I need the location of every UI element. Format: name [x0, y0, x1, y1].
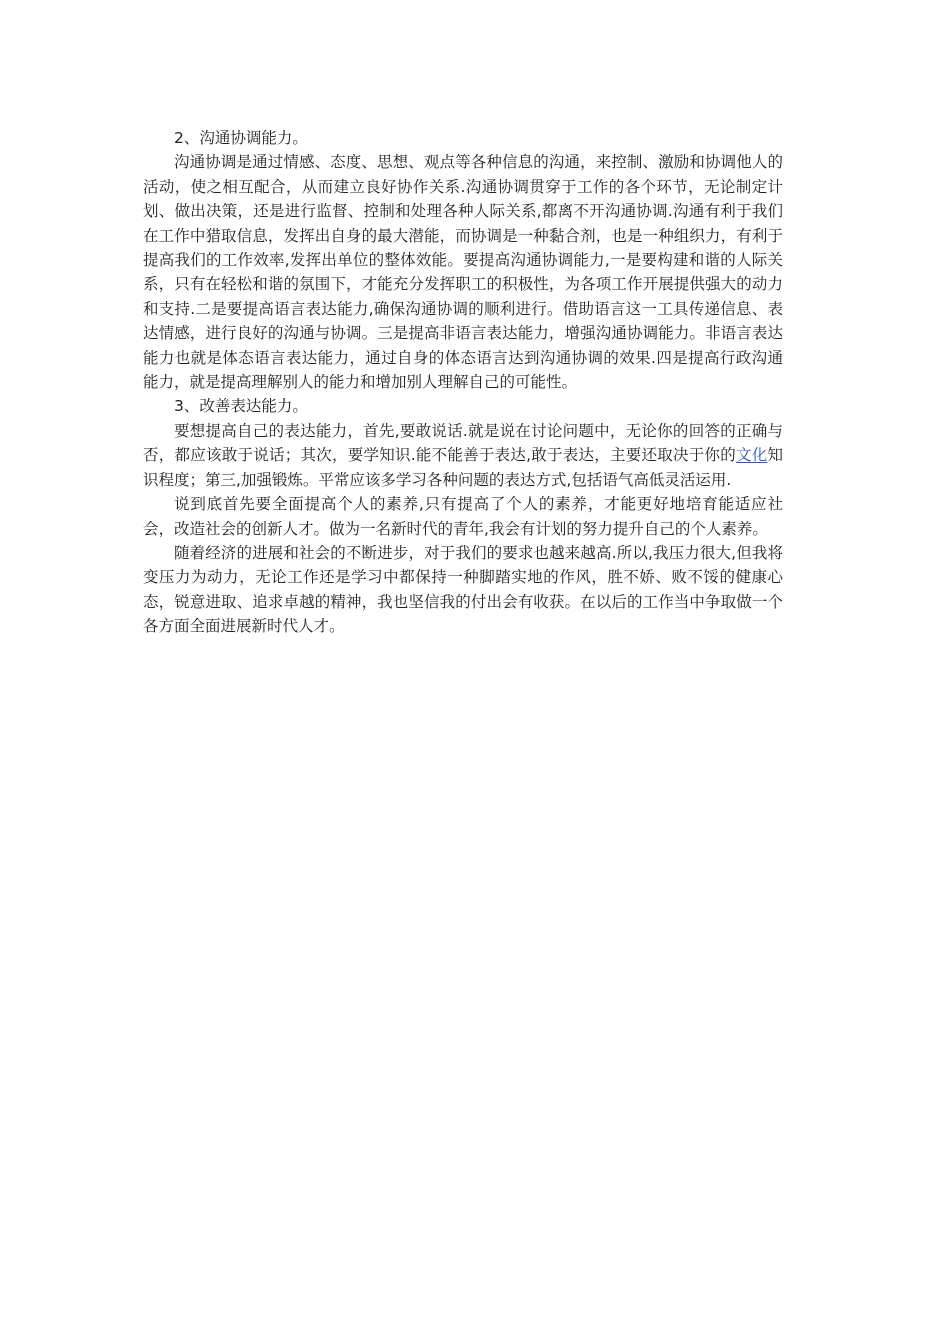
paragraph-expression-text-start: 要想提高自己的表达能力，首先,要敢说话.就是说在讨论问题中，无论你的回答的正确与否，都应该敢于说话；其次，要学知识.能不能善于表达,敢于表达，主要还取决于你的: [143, 421, 783, 465]
paragraph-expression-text-end: 知识程度；第三,加强锻炼。平常应该多学习各种问题的表达方式,包括语气高低灵活运用.: [143, 446, 783, 489]
document-body: [143, 126, 783, 639]
section-heading-expression: 3、改善表达能力。: [174, 397, 308, 416]
culture-link[interactable]: 文化: [735, 446, 768, 465]
paragraph-communication: 沟通协调是通过情感、态度、思想、观点等各种信息的沟通，来控制、激励和协调他人的活动，使之相互配合，从而建立良好协作关系.沟通协调贯穿于工作的各个环节，无论制定计划、做出决策，还是进行监督、控制和处理各种人际关系,都离不开沟通协调.沟通有利于我们在工作中猎取信息，发挥出自身的最大潜能，而协调是一种黏合剂，也是一种组织力，有利于提高我们的工作效率,发挥出单位的整体效能。要提高沟通协调能力,一是要构建和谐的人际关系，只有在轻松和谐的氛围下，才能充分发挥职工的积极性，为各项工作开展提供强大的动力和支持.二是要提高语言表达能力,确保沟通协调的顺利进行。借助语言这一工具传递信息、表达情感，进行良好的沟通与协调。三是提高非语言表达能力，增强沟通协调能力。非语言表达能力也就是体态语言表达能力，通过自身的体态语言达到沟通协调的效果.四是提高行政沟通能力，就是提高理解别人的能力和增加别人理解自己的可能性。: [143, 153, 783, 392]
paragraph-expression: [143, 419, 783, 492]
paragraph-personal-quality: 说到底首先要全面提高个人的素养,只有提高了个人的素养，才能更好地培育能适应社会，改造社会的创新人才。做为一名新时代的青年,我会有计划的努力提升自己的个人素养。: [143, 495, 783, 538]
paragraph-conclusion: 随着经济的进展和社会的不断进步，对于我们的要求也越来越高.所以,我压力很大,但我将变压力为动力，无论工作还是学习中都保持一种脚踏实地的作风，胜不娇、败不馁的健康心态，锐意进取、追求卓越的精神，我也坚信我的付出会有收获。在以后的工作当中争取做一个各方面全面进展新时代人才。: [143, 543, 783, 636]
section-heading-communication: 2、沟通协调能力。: [174, 129, 308, 147]
